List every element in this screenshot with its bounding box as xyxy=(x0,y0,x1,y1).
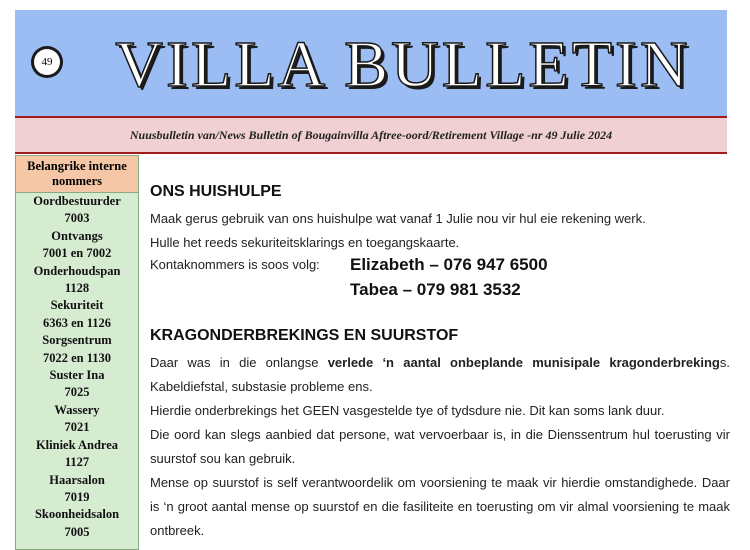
newsletter-subtitle: Nuusbulletin van/News Bulletin of Bougainvilla Aftree-oord/Retirement Village -nr 49 Julie 2024 xyxy=(129,127,613,142)
main-content xyxy=(150,183,730,543)
sidebar-item-label: Onderhoudspan xyxy=(33,263,121,278)
article-heading: KRAGONDERBREKINGS EN SUURSTOF xyxy=(150,327,459,344)
sidebar-item-number: 1128 xyxy=(64,281,90,296)
article-heading: ONS HUISHULPE xyxy=(150,183,282,200)
article-paragraph: Hierdie onderbrekings het GEEN vasgestelde tye of tydsdure nie. Dit kan soms lank duur. xyxy=(150,403,665,418)
sidebar-item-number: 7022 en 1130 xyxy=(42,350,112,365)
sidebar-list xyxy=(16,193,138,541)
issue-number: 49 xyxy=(34,49,60,75)
sidebar-item-label: Wassery xyxy=(54,402,100,417)
sidebar-item-number: 7019 xyxy=(64,489,90,504)
sidebar-item-number: 7001 en 7002 xyxy=(42,246,112,261)
contact-block xyxy=(150,255,730,305)
subtitle-bar xyxy=(15,118,727,154)
sidebar-item-label: Sorgsentrum xyxy=(42,333,112,348)
article-line: Maak gerus gebruik van ons huishulpe wat vanaf 1 Julie nou vir hul eie rekening werk. xyxy=(150,211,646,226)
sidebar-item-number: 7005 xyxy=(64,524,90,539)
issue-number-badge xyxy=(31,46,63,78)
article-housekeepers xyxy=(150,183,730,305)
paragraph-text: Daar was in die onlangse xyxy=(150,355,328,370)
article-line: Hulle het reeds sekuriteitsklarings en toegangskaarte. xyxy=(150,235,460,250)
sidebar-item-label: Haarsalon xyxy=(49,472,105,487)
article-paragraph: Mense op suurstof is self verantwoordelik om voorsiening te maak vir hierdie omstandighede. Daar is ‘n groot aantal mense op suurstof en die fasiliteite en toerusting om vir almal voorsiening te maak ontbreek. xyxy=(150,475,730,538)
sidebar-item-number: 6363 en 1126 xyxy=(42,315,112,330)
contact-label: Kontaknommers is soos volg: xyxy=(150,257,320,272)
paragraph-text: s. Kabeldiefstal, substasie probleme ens. xyxy=(150,355,730,394)
sidebar-item-number: 7025 xyxy=(64,385,90,400)
contact-tabea: Tabea – 079 981 3532 xyxy=(350,280,521,299)
sidebar-item-number: 7003 xyxy=(64,211,90,226)
sidebar-item-label: Sekuriteit xyxy=(50,298,104,313)
article-paragraph xyxy=(150,351,730,399)
article-power-outages xyxy=(150,327,730,543)
sidebar-item-label: Kliniek Andrea xyxy=(35,437,119,452)
sidebar-item-label: Suster Ina xyxy=(49,368,105,383)
paragraph-bold-text: verlede ‘n aantal onbeplande munisipale kragonderbreking xyxy=(327,355,720,370)
sidebar-heading: Belangrike interne nommers xyxy=(16,156,138,193)
masthead xyxy=(15,10,727,118)
important-numbers-sidebar xyxy=(15,155,139,550)
contact-elizabeth: Elizabeth – 076 947 6500 xyxy=(350,255,548,274)
newsletter-title: VILLA BULLETIN xyxy=(115,28,691,101)
sidebar-item-label: Oordbestuurder xyxy=(33,194,121,208)
sidebar-item-label: Ontvangs xyxy=(51,228,103,243)
sidebar-item-label: Skoonheidsalon xyxy=(34,507,120,522)
sidebar-item-number: 7021 xyxy=(64,420,90,435)
article-paragraph: Die oord kan slegs aanbied dat persone, wat vervoerbaar is, in die Dienssentrum hul toerusting vir suurstof sou kan gebruik. xyxy=(150,427,730,466)
sidebar-item-number: 1127 xyxy=(64,455,90,470)
